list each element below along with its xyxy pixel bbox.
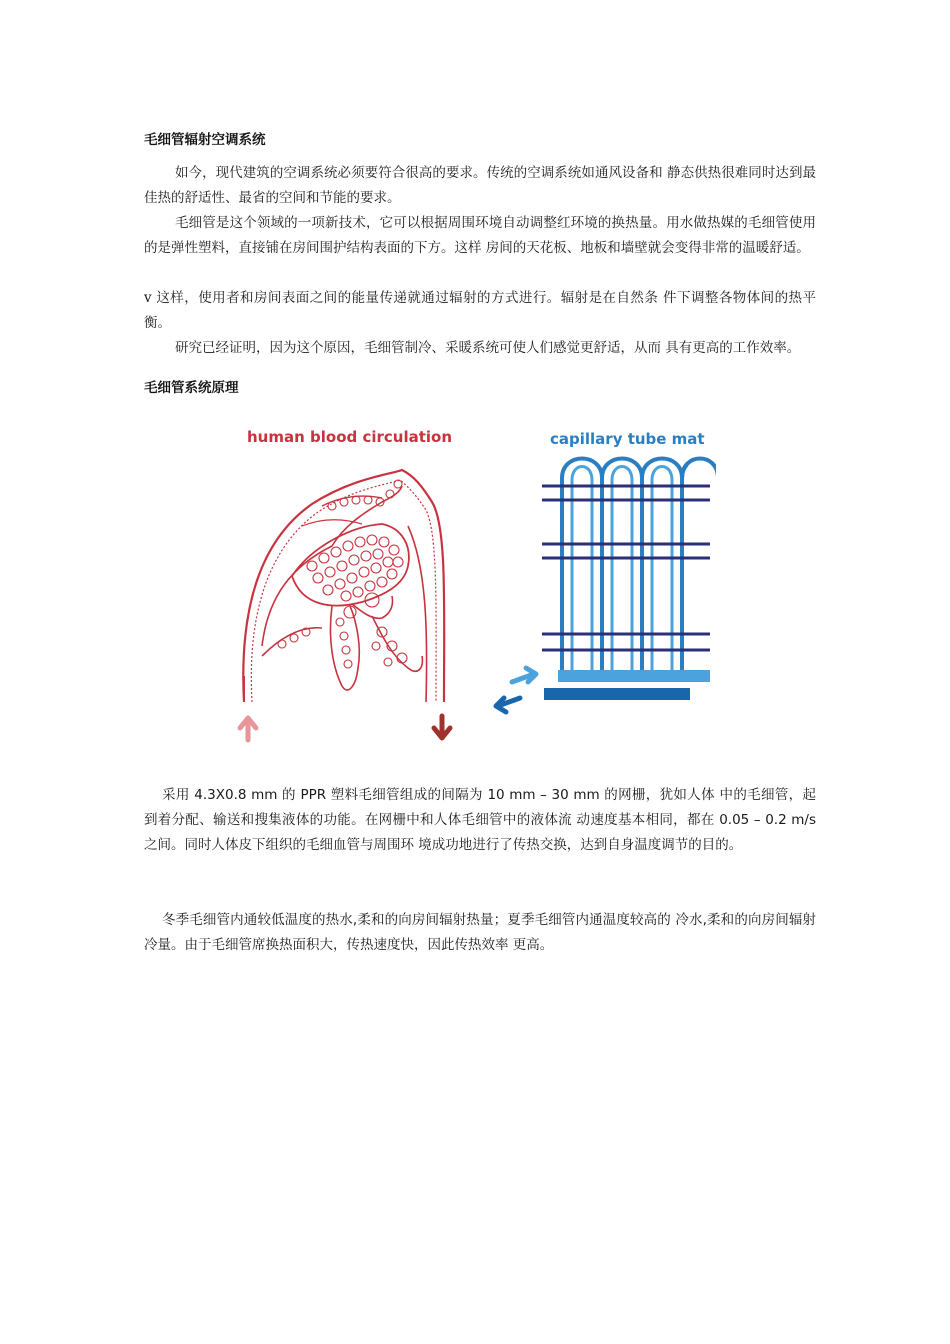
paragraph-capillary-tech: 毛细管是这个领域的一项新技术，它可以根据周围环境自动调整红环境的换热量。用水做热媒的毛细管使用的是弹性塑料，直接铺在房间围护结构表面的下方。这样 房间的天花板、地板和墙壁就会变得非常的温暖舒适。 <box>144 215 816 256</box>
section-heading-principle: 毛细管系统原理 <box>144 380 239 396</box>
section-heading-radiant-system: 毛细管辐射空调系统 <box>144 132 266 148</box>
figure-svg <box>232 406 716 752</box>
paragraph-intro: 如今，现代建筑的空调系统必须要符合很高的要求。传统的空调系统如通风设备和 静态供热很难同时达到最佳热的舒适性、最省的空间和节能的要求。 <box>144 165 816 206</box>
comparison-figure <box>232 406 716 752</box>
paragraph-energy-transfer: v 这样，使用者和房间表面之间的能量传递就通过辐射的方式进行。辐射是在自然条 件下调整各物体间的热平衡。 <box>144 290 816 331</box>
paragraph-research: 研究已经证明，因为这个原因，毛细管制冷、采暖系统可使人们感觉更舒适，从而 具有更高的工作效率。 <box>175 340 801 356</box>
paragraph-ppr-grid: 采用 4.3X0.8 mm 的 PPR 塑料毛细管组成的间隔为 10 mm – 30 mm 的网栅，犹如人体 中的毛细管，起到着分配、输送和搜集液体的功能。在网栅中和人体毛细管中的液体流 动速度基本相同，都在 0.05 – 0.2 m/s 之间。同时人体皮下组织的毛细血管与周围环 境成功地进行了传热交换，达到自身温度调节的目的。 <box>144 787 816 853</box>
right-caption: capillary tube mat <box>550 430 705 448</box>
paragraph-seasonal: 冬季毛细管内通较低温度的热水,柔和的向房间辐射热量；夏季毛细管内通温度较高的 冷水,柔和的向房间辐射冷量。由于毛细管席换热面积大，传热速度快，因此传热效率 更高。 <box>144 912 816 953</box>
left-caption: human blood circulation <box>247 428 453 446</box>
